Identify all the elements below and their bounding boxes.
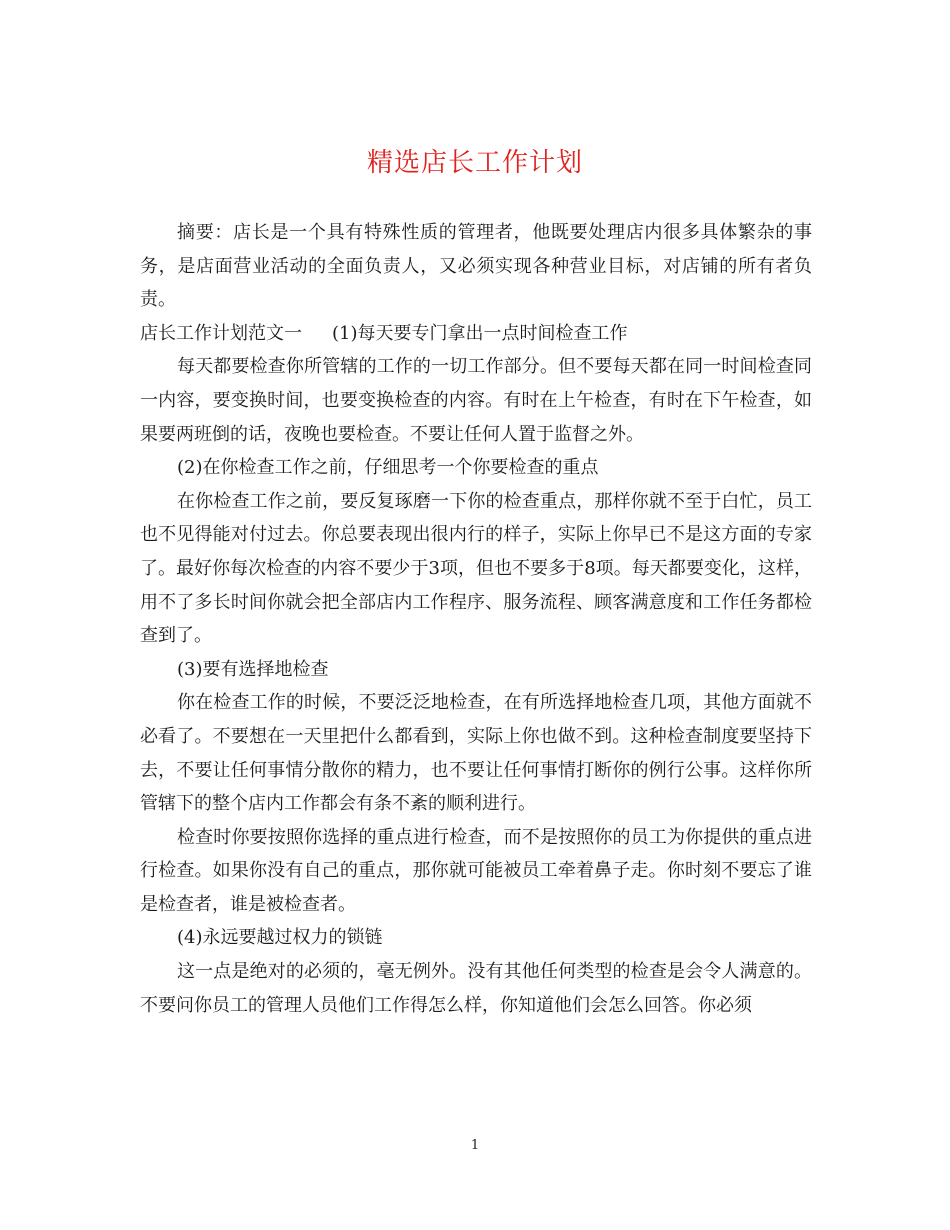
subheading-2: (2)在你检查工作之前，仔细思考一个你要检查的重点 (177, 457, 599, 479)
abstract-paragraph: 摘要：店长是一个具有特殊性质的管理者，他既要处理店内很多具体繁杂的事务，是店面营业活动的全面负责人，又必须实现各种营业目标，对店铺的所有者负责。 (140, 222, 812, 311)
subheading-3: (3)要有选择地检查 (177, 658, 329, 680)
paragraph-5: 这一点是绝对的必须的，毫无例外。没有其他任何类型的检查是会令人满意的。不要问你员工的管理人员他们工作得怎么样，你知道他们会怎么回答。你必须 (140, 961, 812, 1016)
paragraph-1: 每天都要检查你所管辖的工作的一切工作部分。但不要每天都在同一时间检查同一内容，要变换时间，也要变换检查的内容。有时在上午检查，有时在下午检查，如果要两班倒的话，夜晚也要检查。不要让任何人置于监督之外。 (140, 356, 812, 445)
section-label: 店长工作计划范文一 (140, 322, 302, 344)
document-title: 精选店长工作计划 (366, 148, 583, 178)
page-number: 1 (470, 1138, 480, 1153)
subheading-4: (4)永远要越过权力的锁链 (177, 927, 383, 949)
paragraph-2: 在你检查工作之前，要反复琢磨一下你的检查重点，那样你就不至于白忙，员工也不见得能对付过去。你总要表现出很内行的样子，实际上你早已不是这方面的专家了。最好你每次检查的内容不要少于3项，但也不要多于8项。每天都要变化，这样，用不了多长时间你就会把全部店内工作程序、服务流程、顾客满意度和工作任务都检查到了。 (140, 490, 812, 647)
paragraph-3: 你在检查工作的时候，不要泛泛地检查，在有所选择地检查几项，其他方面就不必看了。不要想在一天里把什么都看到，实际上你也做不到。这种检查制度要坚持下去，不要让任何事情分散你的精力，也不要让任何事情打断你的例行公事。这样你所管辖下的整个店内工作都会有条不紊的顺利进行。 (140, 692, 812, 815)
subheading-1: (1)每天要专门拿出一点时间检查工作 (332, 322, 628, 344)
document-body (140, 216, 812, 1022)
section-heading-line (140, 317, 812, 351)
paragraph-4: 检查时你要按照你选择的重点进行检查，而不是按照你的员工为你提供的重点进行检查。如果你没有自己的重点，那你就可能被员工牵着鼻子走。你时刻不要忘了谁是检查者，谁是被检查者。 (140, 826, 812, 915)
